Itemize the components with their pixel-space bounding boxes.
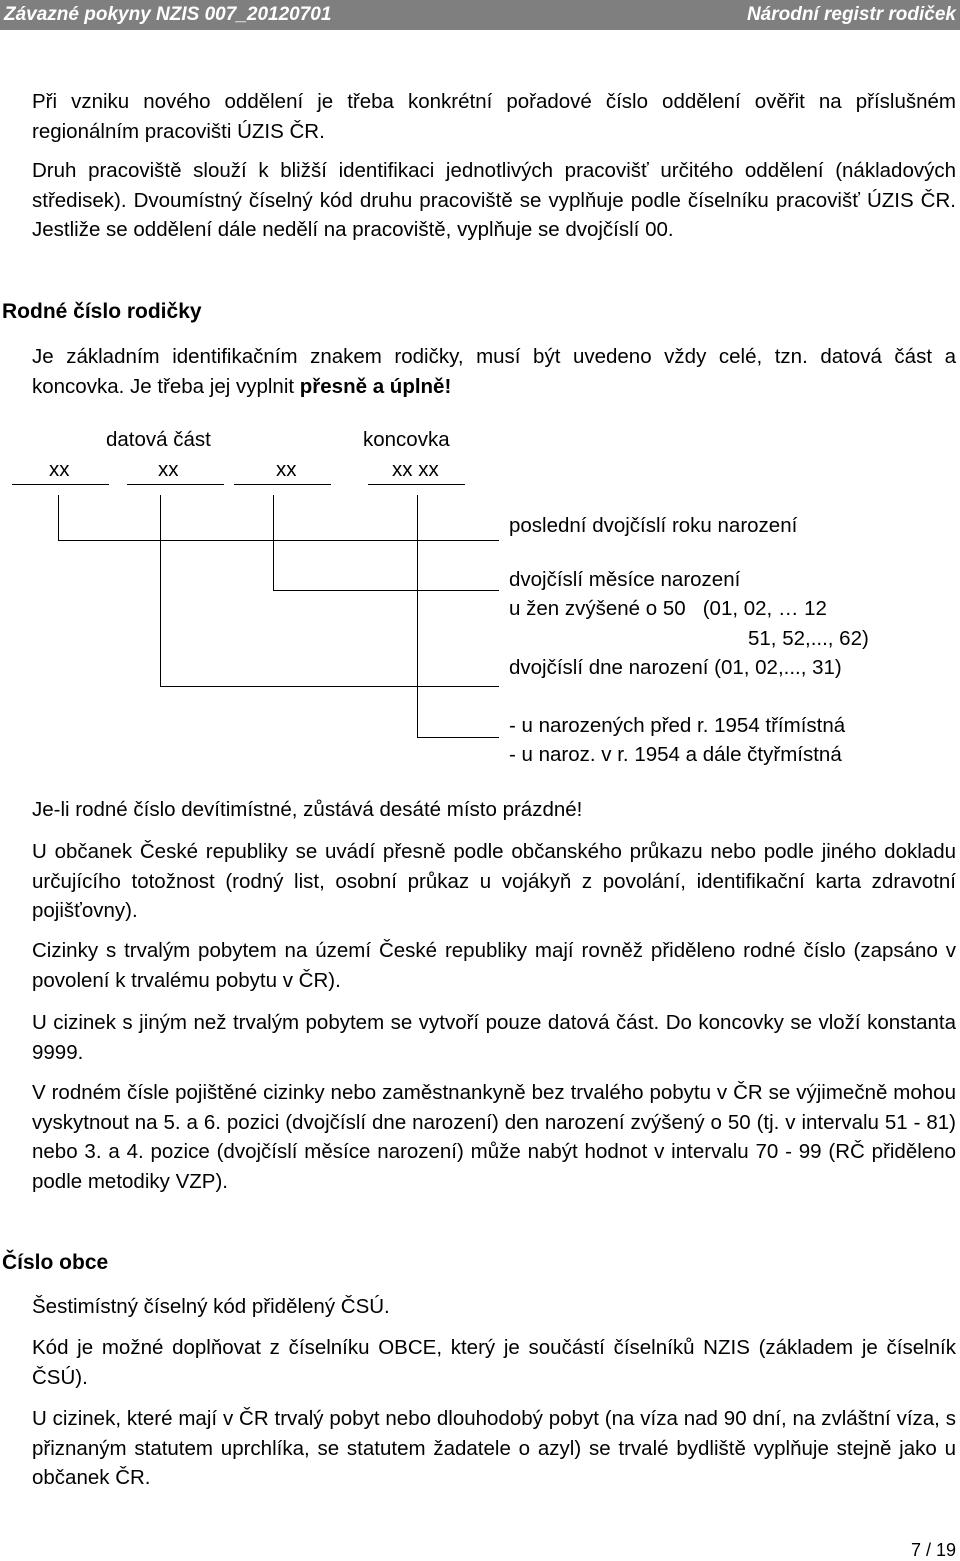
paragraph: Cizinky s trvalým pobytem na území České republiky mají rovněž přiděleno rodné číslo (zapsáno v povolení k trvalému pobytu v ČR). [32, 939, 956, 992]
desc-month-women: u žen zvýšené o 50 (01, 02, … 12 [509, 597, 827, 620]
section-heading: Číslo obce [2, 1251, 109, 1274]
paragraph: Šestimístný číselný kód přidělený ČSÚ. [32, 1295, 390, 1318]
connector-line [273, 495, 274, 590]
underline [127, 484, 224, 485]
label-datova-cast: datová část [106, 428, 211, 451]
connector-line [160, 686, 499, 687]
connector-line [58, 495, 59, 541]
connector-line [58, 540, 499, 541]
paragraph: Je základním identifikačním znakem rodičky, musí být uvedeno vždy celé, tzn. datová část a koncovka. Je třeba jej vyplnit přesně a úplně! [32, 345, 956, 398]
paragraph: V rodném čísle pojištěné cizinky nebo zaměstnankyně bez trvalého pobytu v ČR se výjimečně mohou vyskytnout na 5. a 6. pozici (dvojčíslí dne narození) den narození zvýšený o 50 (tj. v intervalu 51 - 81) nebo 3. a 4. pozice (dvojčíslí měsíce narození) může nabýt hodnot v intervalu 70 - 99 (RČ přiděleno podle metodiky VZP). [32, 1081, 956, 1193]
paragraph: Kód je možné doplňovat z číselníku OBCE, který je součástí číselníků NZIS (základem je číselník ČSÚ). [32, 1336, 956, 1389]
desc-month: dvojčíslí měsíce narození [509, 568, 741, 591]
underline [234, 484, 331, 485]
paragraph: Druh pracoviště slouží k bližší identifikaci jednotlivých pracovišť určitého oddělení (nákladových středisek). Dvoumístný číselný kód druhu pracoviště se vyplňuje podle číselníku pracovišť ÚZIS ČR. Jestliže se oddělení dále nedělí na pracoviště, vyplňuje se dvojčíslí 00. [32, 159, 956, 241]
desc-year: poslední dvojčíslí roku narození [509, 514, 798, 537]
paragraph: Při vzniku nového oddělení je třeba konkrétní pořadové číslo oddělení ověřit na příslušném regionálním pracovišti ÚZIS ČR. [32, 90, 956, 143]
group-xxxx: xx xx [392, 458, 439, 481]
desc-day: dvojčíslí dne narození (01, 02,..., 31) [509, 656, 842, 679]
group-xx: xx [276, 458, 297, 481]
page-number: 7 / 19 [910, 1540, 956, 1560]
paragraph: U občanek České republiky se uvádí přesně podle občanského průkazu nebo podle jiného dokladu určujícího totožnost (rodný list, osobní průkaz u vojákyň z povolání, identifikační karta zdravotní pojišťovny). [32, 840, 956, 922]
connector-line [417, 495, 418, 737]
paragraph: U cizinek, které mají v ČR trvalý pobyt nebo dlouhodobý pobyt (na víza nad 90 dní, na zvláštní víza, s přiznaným statutem uprchlíka, se statutem žadatele o azyl) se trvalé bydliště vyplňuje stejně jako u občanek ČR. [32, 1407, 956, 1489]
connector-line [273, 590, 499, 591]
header-left: Závazné pokyny NZIS 007_20120701 [4, 4, 332, 25]
connector-line [160, 495, 161, 686]
connector-line [417, 737, 499, 738]
paragraph: Je-li rodné číslo devítimístné, zůstává desáté místo prázdné! [32, 798, 583, 821]
page-header [0, 0, 960, 30]
desc-suffix-post1954: - u naroz. v r. 1954 a dále čtyřmístná [509, 743, 842, 766]
desc-month-range: 51, 52,..., 62) [748, 627, 869, 650]
desc-suffix-pre1954: - u narozených před r. 1954 třímístná [509, 714, 846, 737]
section-heading: Rodné číslo rodičky [2, 300, 202, 323]
underline [12, 484, 109, 485]
group-xx: xx [49, 458, 70, 481]
underline [368, 484, 465, 485]
header-right: Národní registr rodiček [746, 4, 956, 25]
group-xx: xx [158, 458, 179, 481]
label-koncovka: koncovka [363, 428, 450, 451]
paragraph: U cizinek s jiným než trvalým pobytem se vytvoří pouze datová část. Do koncovky se vloží konstanta 9999. [32, 1011, 956, 1064]
